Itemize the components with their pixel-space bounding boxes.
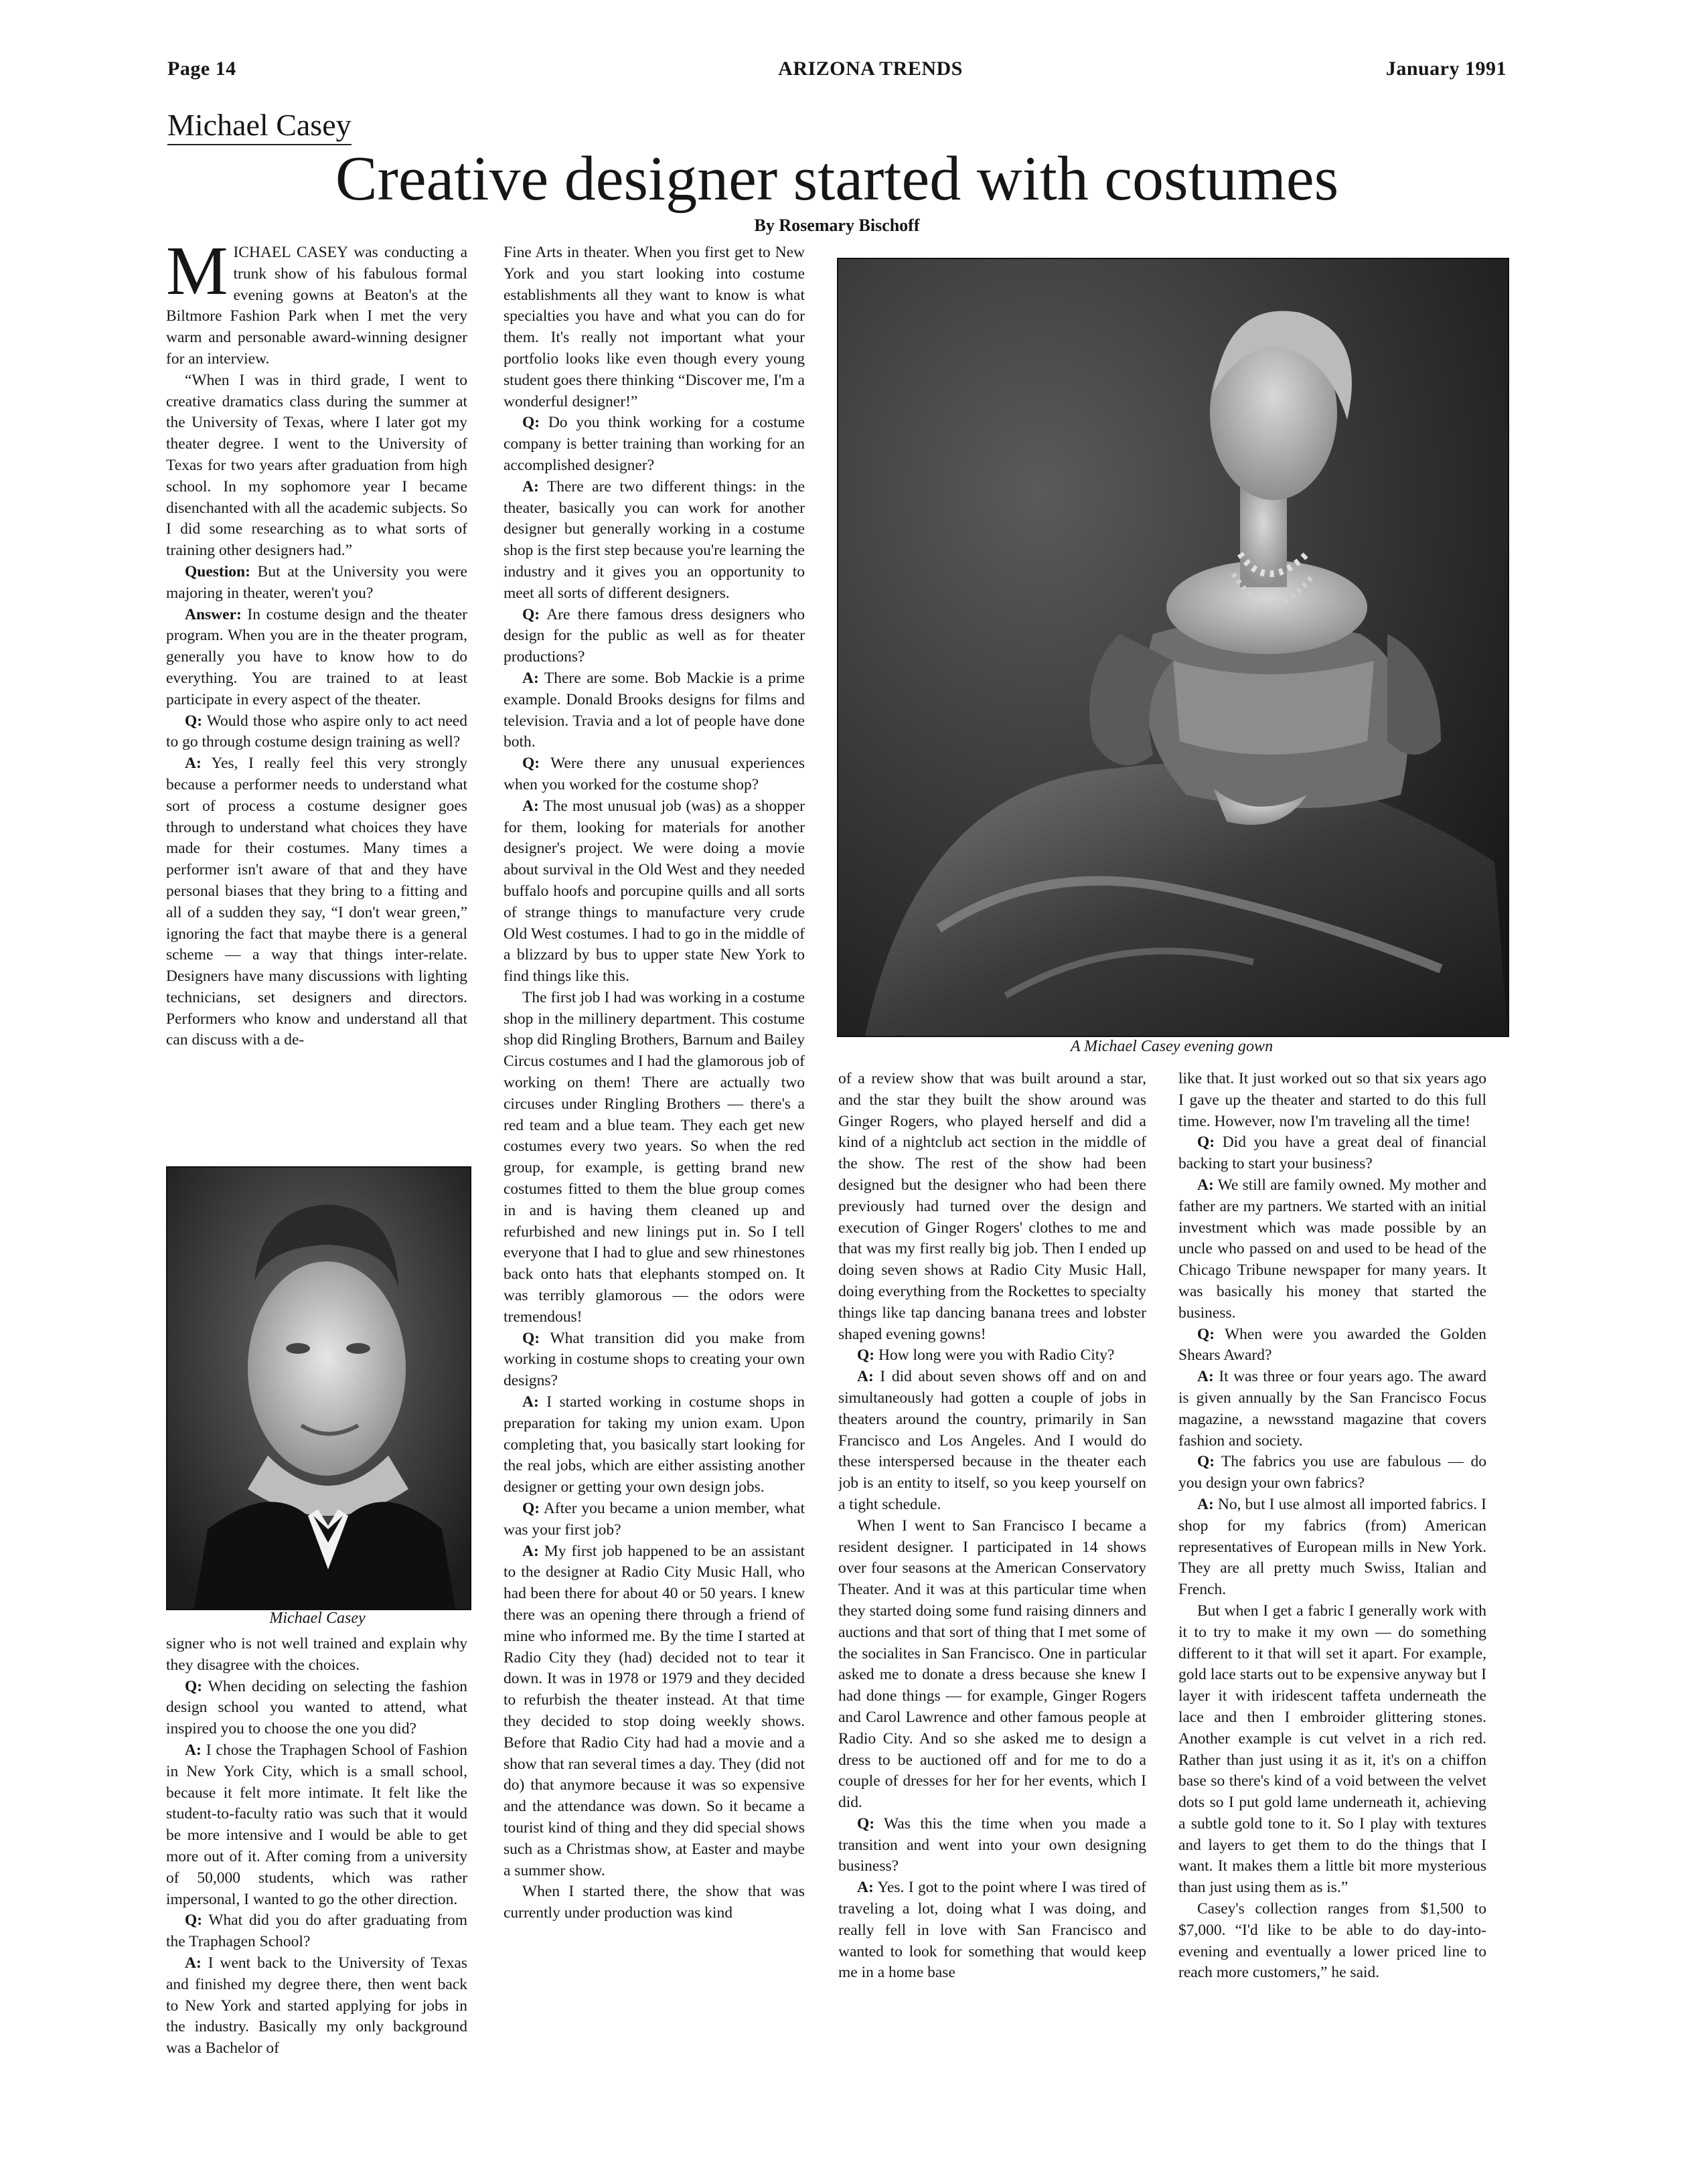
- article-paragraph: [1178, 1494, 1486, 1601]
- interview-label: A:: [185, 1741, 202, 1759]
- article-paragraph: But when I get a fabric I generally work with it to try to make it my own — do something different to it that will set it apart. For example, gold lace starts out to be expensive anyway but I layer it with iridescent taffeta underneath the lace and then I embroider glittering stones. Another example is cut velvet in a rich red. Rather than just using it as it, it's on a chiffon base so there's kind of a void between the velvet dots so I put gold lame underneath it, achieving a subtle gold tone to it. So I play with textures and layers to get them to do the things that I want. It makes them a little bit more mysterious than just using them as is.”: [1178, 1602, 1486, 1897]
- paragraph-text: When deciding on selecting the fashion design school you wanted to attend, what inspired you to choose the one you did?: [166, 1677, 467, 1738]
- article-paragraph: signer who is not well trained and explain why they disagree with the choices.: [166, 1635, 467, 1674]
- article-column-3: [838, 1069, 1146, 2148]
- article-paragraph: [504, 1392, 805, 1498]
- article-paragraph: [1178, 1175, 1486, 1324]
- article-paragraph: Fine Arts in theater. When you first get to New York and you start looking into costume establishments all they want to know is what specialties you have and what you can do for them. It's really not important what your portfolio looks like even though every young student goes there thinking “Discover me, I'm a wonderful designer!”: [504, 244, 805, 410]
- paragraph-text: I started working in costume shops in preparation for taking my union exam. Upon completing that, you basically start looking for the real jobs, which are either assisting another designer or getting your own design jobs.: [504, 1393, 805, 1496]
- portrait-image: [167, 1168, 470, 1609]
- article-paragraph: like that. It just worked out so that six years ago I gave up the theater and started to do this full time. However, now I'm traveling all the time!: [1178, 1070, 1486, 1130]
- article-paragraph: When I started there, the show that was currently under production was kind: [504, 1883, 805, 1922]
- interview-label: Q:: [522, 414, 540, 432]
- article-paragraph: [838, 1345, 1146, 1367]
- paragraph-text: My first job happened to be an assistant to the designer at Radio City Music Hall, who had been there for about 40 or 50 years. I knew there was an opening there through a friend of mine who informed me. By the time I started at Radio City they (had) decided not to tear it down. It was in 1978 or 1979 and they decided to refurbish the theater instead. At that time they decided to stop doing weekly shows. Before that Radio City had had a movie and a show that ran several times a day. They (did not do) that anymore because it was so expensive and the attendance was down. So it became a tourist kind of thing and they did special shows such as a Christmas show, at Easter and maybe a summer show.: [504, 1542, 805, 1879]
- interview-label: A:: [857, 1368, 874, 1386]
- paragraph-text: I chose the Traphagen School of Fashion in New York City, which is a small school, because it felt more intimate. It felt like the student-to-faculty ratio was such that it would be more intensive and I would be able to get more out of it. After coming from a university of 50,000 students, which was rather impersonal, I wanted to go the other direction.: [166, 1741, 467, 1908]
- article-paragraph: [1178, 1452, 1486, 1494]
- article-paragraph: [166, 1910, 467, 1953]
- article-paragraph: When I went to San Francisco I became a resident designer. I participated in 14 shows over four seasons at the American Conservatory Theater. And it was at this particular time when they started doing some fund raising dinners and auctions and that sort of thing that I met some of the socialites in San Francisco. One in particular asked me to donate a dress because she knew I had done things — for example, Ginger Rogers and Carol Lawrence and other famous people at Radio City. And so she asked me to design a dress to be auctioned off and for me to do a couple of dresses for her for her events, which I did.: [838, 1516, 1146, 1812]
- paragraph-text: But at the University you were majoring in theater, weren't you?: [166, 562, 467, 602]
- article-paragraph: [838, 1877, 1146, 1984]
- interview-label: Q:: [522, 605, 540, 623]
- paragraph-text: Did you have a great deal of financial backing to start your business?: [1178, 1134, 1486, 1173]
- paragraph-text: Was this the time when you made a transition and went into your own designing business?: [838, 1814, 1146, 1875]
- article-paragraph: [166, 1740, 467, 1910]
- portrait-photo: [166, 1166, 471, 1610]
- article-column-1-continued: [166, 1634, 467, 2148]
- article-headline: Creative designer started with costumes: [335, 144, 1339, 214]
- paragraph-text: There are two different things: in the theater, basically you can work for another designer but generally working in a costume shop is the first step because you're learning the industry and it gives you an opportunity to meet all sorts of different designers.: [504, 477, 805, 602]
- interview-label: Q:: [857, 1814, 875, 1832]
- article-paragraph: [1178, 1367, 1486, 1452]
- paragraph-text: How long were you with Radio City?: [874, 1346, 1115, 1364]
- article-paragraph: [166, 562, 467, 605]
- interview-label: Q:: [522, 755, 540, 773]
- article-column-2: [504, 242, 805, 2148]
- interview-label: A:: [522, 477, 539, 495]
- article-paragraph: [504, 796, 805, 988]
- paragraph-text: ICHAEL CASEY was conducting a trunk show of his fabulous formal evening gowns at Beaton's at the Biltmore Fashion Park when I met the very warm and personable award-winning designer for an interview.: [166, 244, 467, 368]
- paragraph-text: It was three or four years ago. The award is given annually by the San Francisco Focus magazine, a newsstand magazine that covers fashion and society.: [1178, 1368, 1486, 1450]
- interview-label: Q:: [185, 1677, 203, 1695]
- interview-label: Q:: [857, 1346, 875, 1364]
- paragraph-text: I went back to the University of Texas and finished my degree there, then went back to New York and started applying for jobs in the industry. Basically my only background was a Bachelor of: [166, 1954, 467, 2057]
- interview-label: A:: [1197, 1368, 1214, 1386]
- article-paragraph: [166, 711, 467, 754]
- publication-name: ARIZONA TRENDS: [778, 58, 963, 80]
- article-paragraph: The first job I had was working in a costume shop in the millinery department. This costume shop did Ringling Brothers, Barnum and Bailey Circus costumes and I had the glamorous job of working on them! There are actually two circuses under Ringling Brothers — there's a red team and a blue team. They each get new costumes every two years. So when the red group, for example, is getting brand new costumes fitted to them the blue group comes in and is having them cleaned up and refurbished and new linings put in. So I tell everyone that I had to glue and sew rhinestones back onto hats that elephants stomped on. It was terribly glamorous — the odors were tremendous!: [504, 988, 805, 1326]
- article-paragraph: [504, 1541, 805, 1882]
- article-paragraph: [504, 1328, 805, 1392]
- paragraph-text: No, but I use almost all imported fabrics. I shop for my fabrics (from) American representatives of European mills in New York. They are all pretty much Swiss, Italian and French.: [1178, 1495, 1486, 1599]
- paragraph-text: What transition did you make from working in costume shops to creating your own designs?: [504, 1329, 805, 1390]
- paragraph-text: I did about seven shows off and on and simultaneously had gotten a couple of jobs in theaters around the country, primarily in San Francisco and Los Angeles. And I would do these interspersed because in the theater each job is an entity to itself, so you keep yourself on a tight schedule.: [838, 1368, 1146, 1513]
- article-paragraph: Casey's collection ranges from $1,500 to $7,000. “I'd like to be able to do day-into-evening and eventually a lower priced line to reach more customers,” he said.: [1178, 1900, 1486, 1982]
- paragraph-text: After you became a union member, what was your first job?: [504, 1500, 805, 1539]
- drop-cap: M: [166, 242, 228, 309]
- interview-label: Q:: [522, 1329, 540, 1347]
- paragraph-text: We still are family owned. My mother and father are my partners. We started with an initial investment which was made possible by an uncle who passed on and used to be head of the Chicago Tribune newspaper for many years. It was basically his money that started the business.: [1178, 1176, 1486, 1322]
- article-paragraph: [504, 605, 805, 668]
- paragraph-text: When were you awarded the Golden Shears Award?: [1178, 1325, 1486, 1364]
- interview-label: A:: [522, 669, 539, 687]
- gown-caption: A Michael Casey evening gown: [1070, 1038, 1274, 1055]
- article-byline: By Rosemary Bischoff: [754, 216, 920, 235]
- paragraph-text: There are some. Bob Mackie is a prime example. Donald Brooks designs for films and television. Travia and a lot of people have done both.: [504, 669, 805, 751]
- article-kicker: Michael Casey: [167, 107, 352, 145]
- article-paragraph: [504, 753, 805, 796]
- paragraph-text: What did you do after graduating from the Traphagen School?: [166, 1912, 467, 1951]
- paragraph-text: Do you think working for a costume company is better training than working for an accomplished designer?: [504, 414, 805, 474]
- article-paragraph: [166, 605, 467, 711]
- interview-label: A:: [1197, 1495, 1214, 1513]
- page-number: Page 14: [167, 58, 236, 80]
- paragraph-text: The most unusual job (was) as a shopper for them, looking for materials for another designer's project. We were doing a movie about survival in the Old West and they needed buffalo hoofs and porcupine quills and all sorts of strange things to manufacture very crude Old West costumes. I had to go in the middle of a blizzard by bus to upper state New York to find things like this.: [504, 797, 805, 986]
- interview-label: Question:: [185, 562, 250, 580]
- article-paragraph: [166, 1676, 467, 1740]
- interview-label: A:: [185, 755, 202, 773]
- interview-label: Q:: [1197, 1325, 1215, 1343]
- article-paragraph: [166, 1953, 467, 2059]
- interview-label: Answer:: [185, 605, 242, 623]
- portrait-caption: Michael Casey: [269, 1610, 366, 1627]
- interview-label: A:: [522, 1393, 539, 1411]
- article-paragraph: [166, 242, 467, 370]
- interview-label: A:: [522, 797, 539, 815]
- article-paragraph: [1178, 1132, 1486, 1175]
- paragraph-text: The fabrics you use are fabulous — do you design your own fabrics?: [1178, 1453, 1486, 1492]
- interview-label: Q:: [522, 1500, 540, 1518]
- article-paragraph: of a review show that was built around a star, and the star they built the show around was Ginger Rogers, who played herself and did a kind of a nightclub act section in the middle of the show. The rest of the show had been designed but the designer who had been there previously had turned over the design and execution of Ginger Rogers' clothes to me and that was my first really big job. Then I ended up doing seven shows at Radio City Music Hall, doing everything from the Rockettes to specialty things like tap dancing banana trees and lobster shaped evening gowns!: [838, 1070, 1146, 1343]
- issue-date: January 1991: [1385, 58, 1507, 80]
- interview-label: Q:: [185, 1912, 203, 1930]
- paragraph-text: Yes. I got to the point where I was tired of traveling a lot, doing what I was doing, and really fell in love with San Francisco and wanted to look for something that would keep me in a home base: [838, 1879, 1146, 1982]
- article-column-1: [166, 242, 467, 1166]
- paragraph-text: Yes, I really feel this very strongly because a performer needs to understand what sort of process a costume designer goes through to understand what choices they have made for their costumes. Many times a performer isn't aware of that and they have personal biases that they bring to a fitting and all of a sudden they say, “I don't wear green,” ignoring the fact that maybe there is a general scheme — a way that things inter-relate. Designers have many discussions with lighting technicians, set designers and directors. Performers who know and understand all that can discuss with a de-: [166, 755, 467, 1049]
- gown-image: [838, 259, 1508, 1036]
- interview-label: Q:: [1197, 1134, 1215, 1152]
- article-paragraph: [838, 1367, 1146, 1516]
- paragraph-text: Are there famous dress designers who design for the public as well as for theater productions?: [504, 605, 805, 666]
- article-paragraph: [504, 477, 805, 605]
- article-paragraph: [838, 1814, 1146, 1877]
- article-paragraph: [166, 753, 467, 1051]
- interview-label: A:: [522, 1542, 539, 1560]
- article-paragraph: [1178, 1324, 1486, 1367]
- interview-label: Q:: [185, 712, 203, 730]
- interview-label: A:: [185, 1954, 202, 1972]
- article-paragraph: [504, 412, 805, 476]
- interview-label: A:: [1197, 1176, 1214, 1194]
- article-paragraph: “When I was in third grade, I went to creative dramatics class during the summer at the University of Texas, where I later got my theater degree. I went to the University of Texas for two years after graduation from high school. In my sophomore year I became disenchanted with all the academic subjects. So I did some researching as to what sorts of training other designers had.”: [166, 371, 467, 560]
- article-paragraph: [504, 1498, 805, 1541]
- interview-label: A:: [857, 1879, 874, 1897]
- article-paragraph: [504, 668, 805, 753]
- paragraph-text: In costume design and the theater program. When you are in the theater program, generally you have to know how to do everything. You are trained to at least participate in every aspect of the theater.: [166, 605, 467, 708]
- paragraph-text: Would those who aspire only to act need to go through costume design training as well?: [166, 712, 467, 751]
- interview-label: Q:: [1197, 1453, 1215, 1471]
- article-column-4: [1178, 1069, 1486, 2148]
- paragraph-text: Were there any unusual experiences when you worked for the costume shop?: [504, 755, 805, 793]
- gown-photo: [837, 258, 1509, 1037]
